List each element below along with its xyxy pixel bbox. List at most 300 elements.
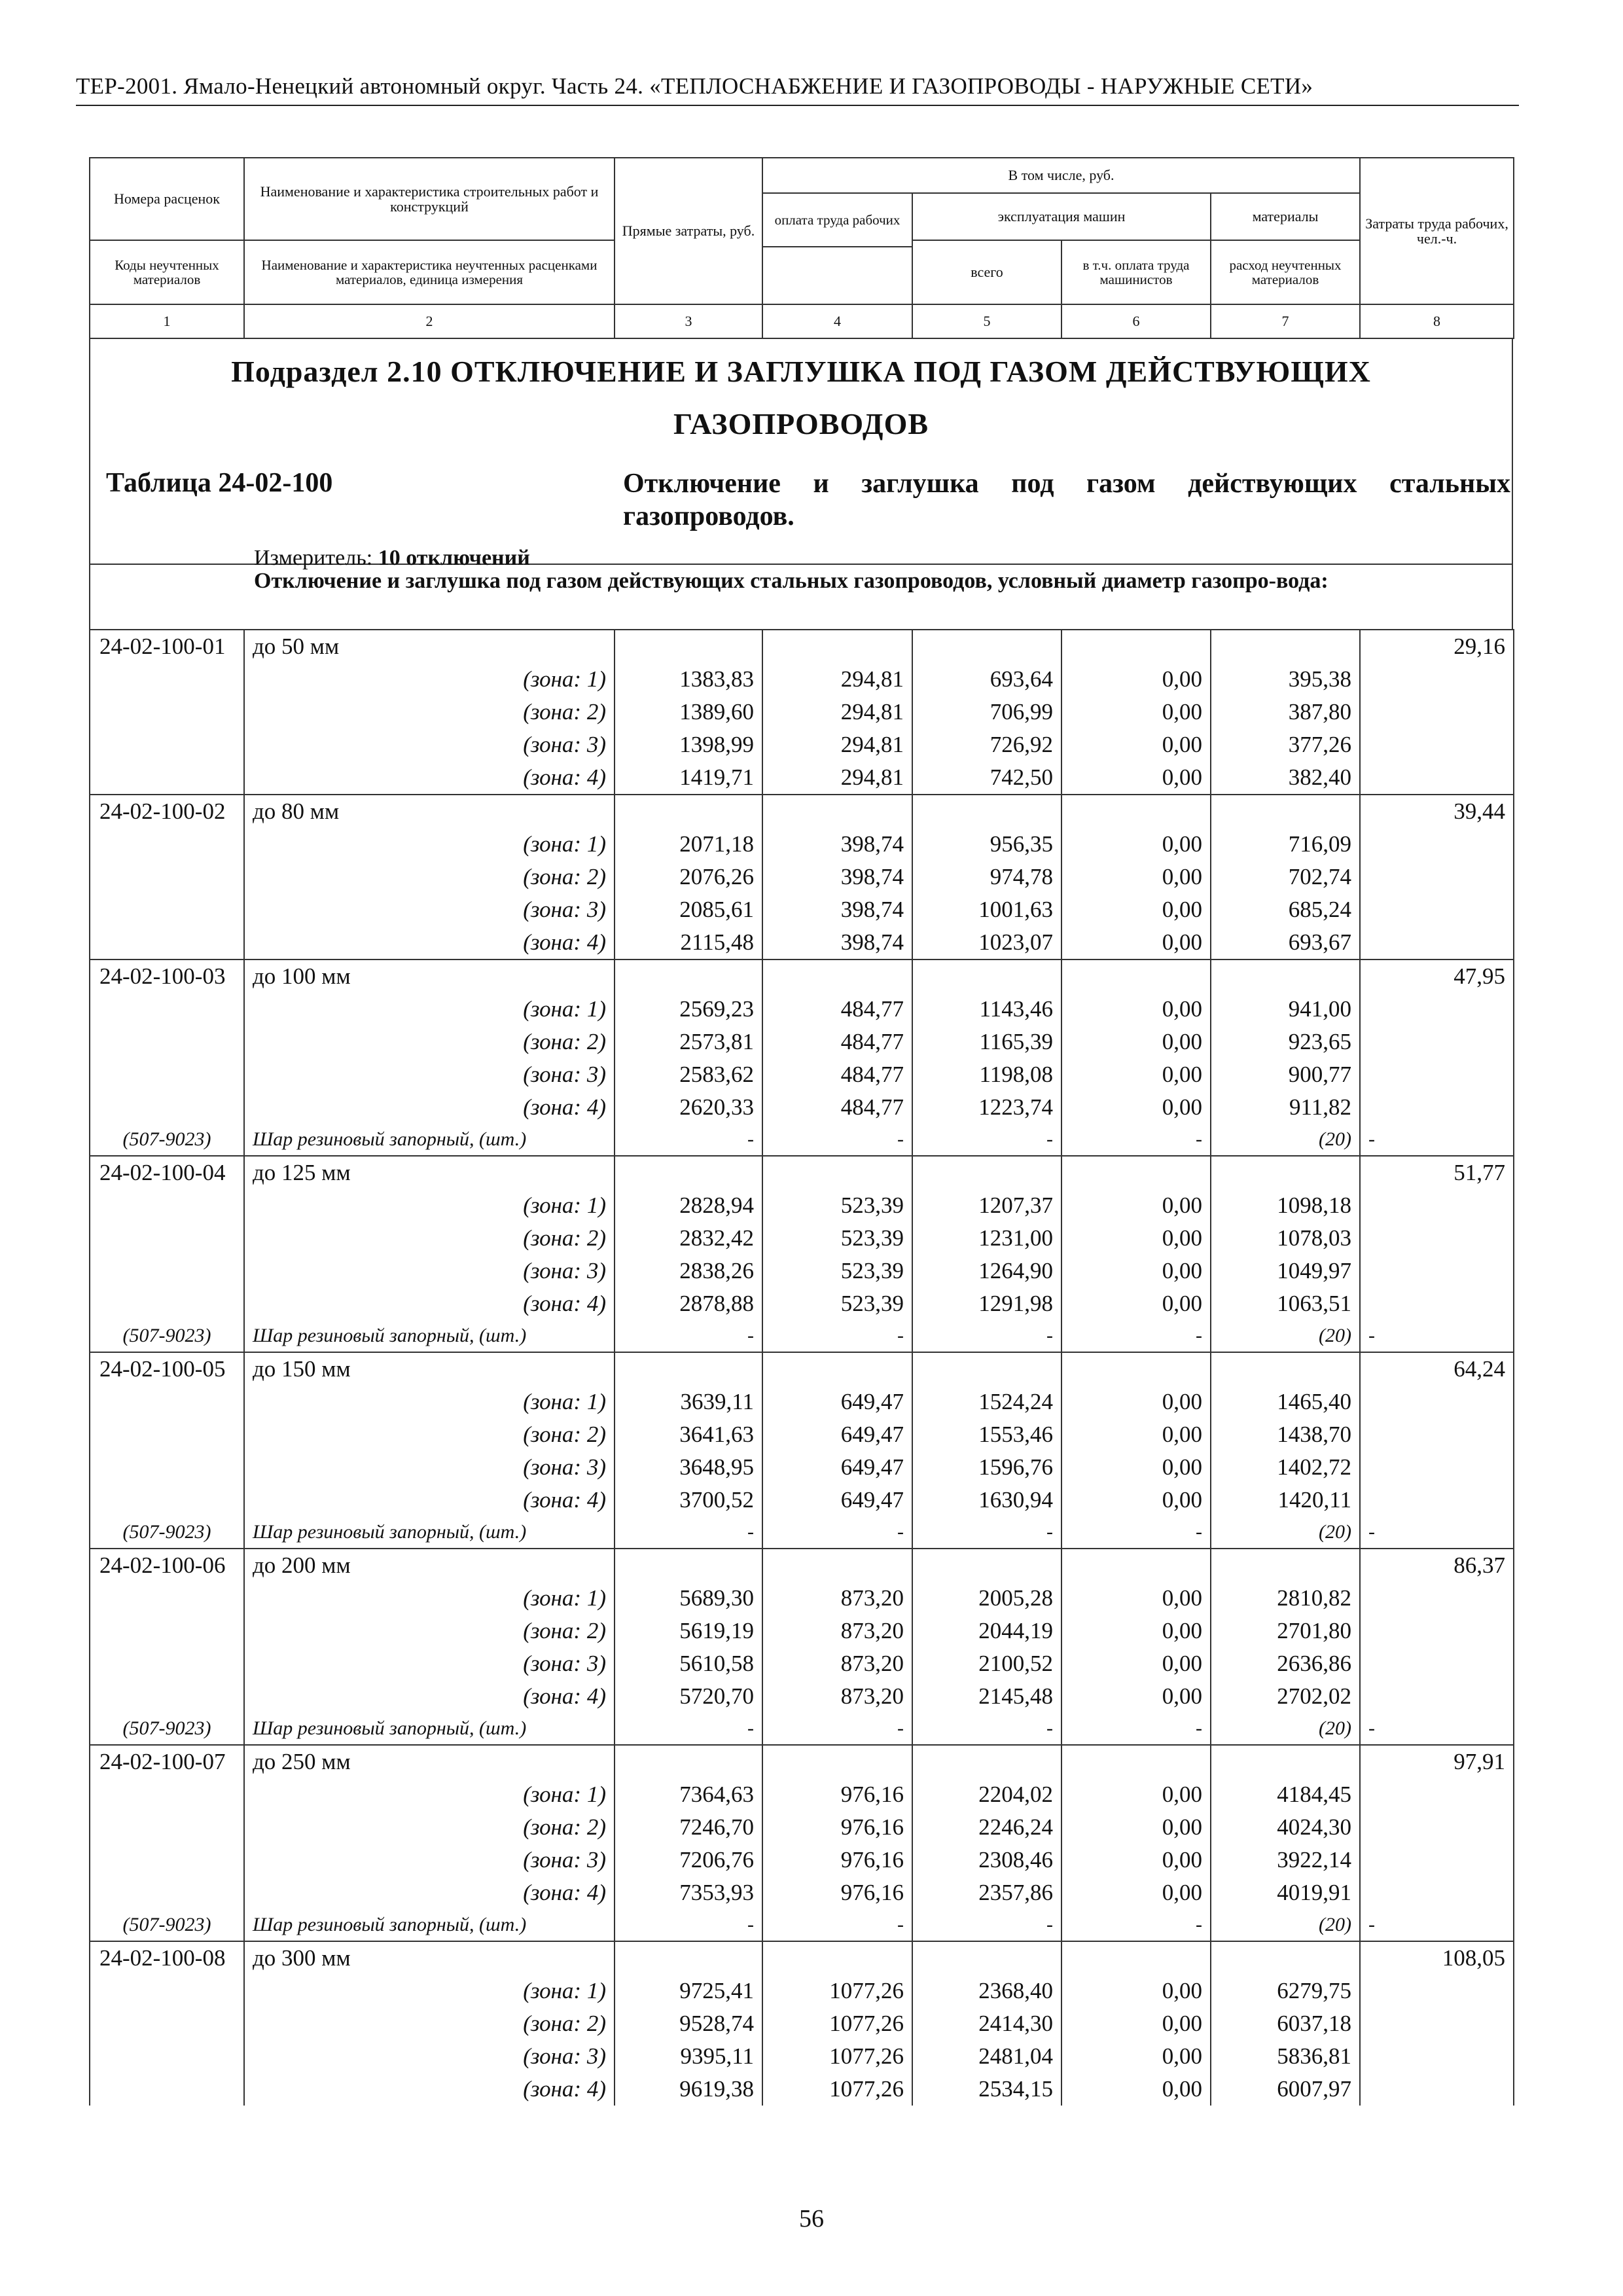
- machine-costs: 1023,07: [912, 926, 1061, 960]
- empty-cell: [1360, 1222, 1514, 1255]
- machine-costs: 2044,19: [912, 1615, 1061, 1647]
- machine-costs: 1001,63: [912, 893, 1061, 926]
- worker-wages: 523,39: [762, 1189, 912, 1222]
- empty-cell: [615, 960, 762, 993]
- rate-name: до 50 мм: [244, 630, 615, 663]
- machine-costs: 1264,90: [912, 1255, 1061, 1287]
- material-code: (507-9023): [90, 1909, 244, 1941]
- rate-code: 24-02-100-04: [90, 1156, 244, 1189]
- machine-costs: 1231,00: [912, 1222, 1061, 1255]
- col-number: 2: [244, 304, 615, 338]
- material-costs: 702,74: [1211, 861, 1360, 893]
- rate-header-row: [90, 630, 1514, 663]
- zone-row: [90, 1876, 1514, 1909]
- dash-cell: -: [762, 1909, 912, 1941]
- empty-cell: [1360, 1647, 1514, 1680]
- zone-row: [90, 1255, 1514, 1287]
- empty-cell: [1211, 630, 1360, 663]
- empty-cell: [1360, 926, 1514, 960]
- dash-cell: -: [762, 1320, 912, 1352]
- material-costs: 1063,51: [1211, 1287, 1360, 1320]
- zone-label: (зона: 3): [244, 2040, 615, 2073]
- material-row: [90, 1909, 1514, 1941]
- direct-costs: 2583,62: [615, 1058, 762, 1091]
- machinist-wages: 0,00: [1061, 1844, 1211, 1876]
- empty-cell: [1211, 1745, 1360, 1778]
- empty-cell: [90, 2073, 244, 2106]
- worker-wages: 484,77: [762, 1026, 912, 1058]
- worker-wages: 873,20: [762, 1615, 912, 1647]
- empty-cell: [912, 1156, 1061, 1189]
- worker-wages: 649,47: [762, 1418, 912, 1451]
- material-costs: 941,00: [1211, 993, 1360, 1026]
- machine-costs: 1223,74: [912, 1091, 1061, 1124]
- empty-cell: [615, 630, 762, 663]
- material-costs: 1049,97: [1211, 1255, 1360, 1287]
- machine-costs: 1596,76: [912, 1451, 1061, 1484]
- machinist-wages: 0,00: [1061, 1647, 1211, 1680]
- zone-label: (зона: 1): [244, 1975, 615, 2007]
- machinist-wages: 0,00: [1061, 1582, 1211, 1615]
- worker-wages: 294,81: [762, 761, 912, 795]
- col2-header-top: Наименование и характеристика строительных работ и конструкций: [244, 158, 615, 240]
- labor-hours: 86,37: [1360, 1549, 1514, 1582]
- rate-name: до 200 мм: [244, 1549, 615, 1582]
- empty-cell: [1360, 1582, 1514, 1615]
- material-row: [90, 1713, 1514, 1745]
- col-number: 4: [762, 304, 912, 338]
- worker-wages: 398,74: [762, 861, 912, 893]
- machine-costs: 706,99: [912, 696, 1061, 728]
- direct-costs: 2828,94: [615, 1189, 762, 1222]
- zone-label: (зона: 1): [244, 993, 615, 1026]
- zone-row: [90, 1975, 1514, 2007]
- empty-cell: [90, 1287, 244, 1320]
- direct-costs: 2076,26: [615, 861, 762, 893]
- direct-costs: 1389,60: [615, 696, 762, 728]
- zone-row: [90, 1451, 1514, 1484]
- machine-costs: 2145,48: [912, 1680, 1061, 1713]
- machinist-wages: 0,00: [1061, 1255, 1211, 1287]
- empty-cell: [1061, 960, 1211, 993]
- zone-row: [90, 1811, 1514, 1844]
- worker-wages: 294,81: [762, 728, 912, 761]
- machinist-wages: 0,00: [1061, 1484, 1211, 1516]
- direct-costs: 2115,48: [615, 926, 762, 960]
- empty-cell: [90, 861, 244, 893]
- empty-cell: [90, 926, 244, 960]
- machine-costs: 2308,46: [912, 1844, 1061, 1876]
- dash-cell: -: [615, 1124, 762, 1156]
- direct-costs: 2832,42: [615, 1222, 762, 1255]
- empty-cell: [912, 1549, 1061, 1582]
- empty-cell: [912, 630, 1061, 663]
- material-costs: 382,40: [1211, 761, 1360, 795]
- dash-cell: -: [912, 1320, 1061, 1352]
- empty-cell: [1360, 761, 1514, 795]
- empty-cell: [90, 1189, 244, 1222]
- direct-costs: 5689,30: [615, 1582, 762, 1615]
- material-costs: 1465,40: [1211, 1386, 1360, 1418]
- zone-label: (зона: 2): [244, 1615, 615, 1647]
- machine-costs: 956,35: [912, 828, 1061, 861]
- rate-header-row: [90, 1941, 1514, 1975]
- dash-cell: -: [1360, 1909, 1514, 1941]
- machine-costs: 1198,08: [912, 1058, 1061, 1091]
- dash-cell: -: [1061, 1909, 1211, 1941]
- direct-costs: 2838,26: [615, 1255, 762, 1287]
- material-costs: 4184,45: [1211, 1778, 1360, 1811]
- machine-costs: 742,50: [912, 761, 1061, 795]
- empty-cell: [1360, 1418, 1514, 1451]
- zone-label: (зона: 2): [244, 696, 615, 728]
- work-description-text: Отключение и заглушка под газом действующих стальных газопроводов, условный диаметр газопро-вода:: [254, 569, 1329, 593]
- machinist-wages: 0,00: [1061, 1189, 1211, 1222]
- worker-wages: 398,74: [762, 926, 912, 960]
- empty-cell: [1360, 1026, 1514, 1058]
- empty-cell: [1360, 2007, 1514, 2040]
- zone-label: (зона: 4): [244, 1484, 615, 1516]
- direct-costs: 1419,71: [615, 761, 762, 795]
- empty-cell: [912, 1352, 1061, 1386]
- empty-cell: [90, 1484, 244, 1516]
- material-costs: 4024,30: [1211, 1811, 1360, 1844]
- direct-costs: 9528,74: [615, 2007, 762, 2040]
- empty-cell: [90, 1222, 244, 1255]
- machinist-wages: 0,00: [1061, 761, 1211, 795]
- empty-cell: [1360, 828, 1514, 861]
- rate-code: 24-02-100-08: [90, 1941, 244, 1975]
- material-costs: 387,80: [1211, 696, 1360, 728]
- direct-costs: 3700,52: [615, 1484, 762, 1516]
- zone-row: [90, 728, 1514, 761]
- zone-label: (зона: 3): [244, 1451, 615, 1484]
- zone-label: (зона: 1): [244, 663, 615, 696]
- zone-label: (зона: 3): [244, 1255, 615, 1287]
- machinist-wages: 0,00: [1061, 1975, 1211, 2007]
- worker-wages: 976,16: [762, 1876, 912, 1909]
- worker-wages: 976,16: [762, 1844, 912, 1876]
- empty-cell: [1360, 1778, 1514, 1811]
- materials-header: материалы: [1211, 193, 1360, 240]
- material-costs: 6007,97: [1211, 2073, 1360, 2106]
- empty-cell: [762, 630, 912, 663]
- empty-cell: [1360, 1876, 1514, 1909]
- zone-row: [90, 663, 1514, 696]
- empty-cell: [615, 1156, 762, 1189]
- rate-name: до 80 мм: [244, 795, 615, 828]
- machinist-wages: 0,00: [1061, 1451, 1211, 1484]
- direct-costs: 1398,99: [615, 728, 762, 761]
- rate-name: до 250 мм: [244, 1745, 615, 1778]
- empty-cell: [1061, 1156, 1211, 1189]
- worker-wages: 484,77: [762, 1058, 912, 1091]
- worker-wages: 873,20: [762, 1647, 912, 1680]
- col1-header-bottom: Коды неучтенных материалов: [90, 240, 244, 304]
- material-costs: 4019,91: [1211, 1876, 1360, 1909]
- machinist-wages: 0,00: [1061, 1026, 1211, 1058]
- price-rows-table: [89, 629, 1514, 2106]
- zone-label: (зона: 1): [244, 828, 615, 861]
- section-title-line1: Подраздел 2.10 ОТКЛЮЧЕНИЕ И ЗАГЛУШКА ПОД ГАЗОМ ДЕЙСТВУЮЩИХ: [231, 355, 1371, 388]
- col7-header: расход неучтенных материалов: [1211, 240, 1360, 304]
- worker-wages: 398,74: [762, 893, 912, 926]
- zone-row: [90, 1484, 1514, 1516]
- empty-cell: [1360, 1091, 1514, 1124]
- machinist-wages: 0,00: [1061, 1876, 1211, 1909]
- machine-costs: 1553,46: [912, 1418, 1061, 1451]
- material-costs: 2810,82: [1211, 1582, 1360, 1615]
- machinist-wages: 0,00: [1061, 1058, 1211, 1091]
- zone-label: (зона: 4): [244, 1287, 615, 1320]
- dash-cell: -: [912, 1124, 1061, 1156]
- empty-cell: [1211, 795, 1360, 828]
- material-costs: 1098,18: [1211, 1189, 1360, 1222]
- column-header-table: [89, 157, 1514, 339]
- rate-header-row: [90, 1549, 1514, 1582]
- empty-cell: [1061, 1352, 1211, 1386]
- machinist-wages: 0,00: [1061, 993, 1211, 1026]
- direct-costs: 5619,19: [615, 1615, 762, 1647]
- material-costs: 3922,14: [1211, 1844, 1360, 1876]
- dash-cell: -: [1061, 1124, 1211, 1156]
- machine-costs: 1165,39: [912, 1026, 1061, 1058]
- empty-cell: [1061, 1745, 1211, 1778]
- empty-cell: [90, 1026, 244, 1058]
- empty-cell: [90, 696, 244, 728]
- zone-row: [90, 993, 1514, 1026]
- dash-cell: -: [912, 1516, 1061, 1549]
- empty-cell: [90, 2007, 244, 2040]
- section-block: [89, 339, 1513, 570]
- empty-cell: [90, 1386, 244, 1418]
- direct-costs: 2085,61: [615, 893, 762, 926]
- empty-cell: [1360, 696, 1514, 728]
- column-number-row: [90, 304, 1514, 338]
- labor-hours: 29,16: [1360, 630, 1514, 663]
- empty-cell: [90, 1876, 244, 1909]
- material-name: Шар резиновый запорный, (шт.): [244, 1909, 615, 1941]
- material-costs: 911,82: [1211, 1091, 1360, 1124]
- material-name: Шар резиновый запорный, (шт.): [244, 1713, 615, 1745]
- rate-header-row: [90, 795, 1514, 828]
- machinist-wages: 0,00: [1061, 828, 1211, 861]
- empty-cell: [762, 795, 912, 828]
- material-code: (507-9023): [90, 1516, 244, 1549]
- zone-row: [90, 2073, 1514, 2106]
- direct-costs: 9725,41: [615, 1975, 762, 2007]
- zone-row: [90, 1844, 1514, 1876]
- empty-cell: [1360, 1255, 1514, 1287]
- labor-hours: 108,05: [1360, 1941, 1514, 1975]
- dash-cell: -: [762, 1713, 912, 1745]
- empty-cell: [1360, 1386, 1514, 1418]
- rate-name: до 125 мм: [244, 1156, 615, 1189]
- zone-label: (зона: 4): [244, 1091, 615, 1124]
- direct-costs: 7246,70: [615, 1811, 762, 1844]
- zone-label: (зона: 4): [244, 761, 615, 795]
- empty-cell: [762, 1156, 912, 1189]
- zone-row: [90, 2040, 1514, 2073]
- material-costs: 923,65: [1211, 1026, 1360, 1058]
- rate-name: до 150 мм: [244, 1352, 615, 1386]
- machinist-wages: 0,00: [1061, 1091, 1211, 1124]
- material-row: [90, 1516, 1514, 1549]
- rate-header-row: [90, 1156, 1514, 1189]
- empty-cell: [90, 1647, 244, 1680]
- direct-costs: 1383,83: [615, 663, 762, 696]
- machinist-wages: 0,00: [1061, 1615, 1211, 1647]
- dash-cell: -: [615, 1516, 762, 1549]
- material-costs: 1078,03: [1211, 1222, 1360, 1255]
- worker-wages: 1077,26: [762, 2073, 912, 2106]
- material-costs: 716,09: [1211, 828, 1360, 861]
- dash-cell: -: [912, 1713, 1061, 1745]
- zone-row: [90, 861, 1514, 893]
- dash-cell: -: [1061, 1516, 1211, 1549]
- empty-cell: [1360, 861, 1514, 893]
- worker-wages: 1077,26: [762, 1975, 912, 2007]
- machine-costs: 2100,52: [912, 1647, 1061, 1680]
- zone-row: [90, 1386, 1514, 1418]
- zone-row: [90, 1287, 1514, 1320]
- empty-cell: [1360, 993, 1514, 1026]
- dash-cell: -: [615, 1320, 762, 1352]
- material-costs: 1402,72: [1211, 1451, 1360, 1484]
- empty-cell: [1360, 663, 1514, 696]
- col6-header: в т.ч. оплата труда машинистов: [1061, 240, 1211, 304]
- direct-costs: 2573,81: [615, 1026, 762, 1058]
- zone-row: [90, 696, 1514, 728]
- empty-cell: [90, 1975, 244, 2007]
- machinist-wages: 0,00: [1061, 1222, 1211, 1255]
- empty-cell: [1360, 1451, 1514, 1484]
- empty-cell: [1360, 728, 1514, 761]
- worker-wages: 1077,26: [762, 2007, 912, 2040]
- zone-label: (зона: 3): [244, 1844, 615, 1876]
- rate-header-row: [90, 1352, 1514, 1386]
- worker-wages: 294,81: [762, 663, 912, 696]
- empty-cell: [912, 1745, 1061, 1778]
- empty-cell: [90, 1844, 244, 1876]
- direct-costs: 2878,88: [615, 1287, 762, 1320]
- zone-label: (зона: 1): [244, 1778, 615, 1811]
- material-code: (507-9023): [90, 1124, 244, 1156]
- empty-cell: [1061, 1941, 1211, 1975]
- worker-wages: 294,81: [762, 696, 912, 728]
- dash-cell: -: [912, 1909, 1061, 1941]
- empty-cell: [90, 1778, 244, 1811]
- material-costs: 1420,11: [1211, 1484, 1360, 1516]
- machine-costs: 1630,94: [912, 1484, 1061, 1516]
- machine-costs: 974,78: [912, 861, 1061, 893]
- zone-label: (зона: 4): [244, 926, 615, 960]
- machinist-wages: 0,00: [1061, 893, 1211, 926]
- machinist-wages: 0,00: [1061, 1386, 1211, 1418]
- machinist-wages: 0,00: [1061, 1680, 1211, 1713]
- empty-cell: [1360, 1058, 1514, 1091]
- machinist-wages: 0,00: [1061, 2073, 1211, 2106]
- direct-costs: 5720,70: [615, 1680, 762, 1713]
- material-costs: 2702,02: [1211, 1680, 1360, 1713]
- empty-cell: [615, 1549, 762, 1582]
- machine-costs: 693,64: [912, 663, 1061, 696]
- worker-wages: 873,20: [762, 1680, 912, 1713]
- machine-costs: 1291,98: [912, 1287, 1061, 1320]
- empty-cell: [762, 960, 912, 993]
- rate-code: 24-02-100-02: [90, 795, 244, 828]
- empty-cell: [90, 1058, 244, 1091]
- worker-wages: 649,47: [762, 1386, 912, 1418]
- machine-costs: 1143,46: [912, 993, 1061, 1026]
- col5-header: всего: [912, 240, 1061, 304]
- machine-costs: 2481,04: [912, 2040, 1061, 2073]
- empty-cell: [1360, 2073, 1514, 2106]
- zone-row: [90, 893, 1514, 926]
- col3-header: Прямые затраты, руб.: [615, 158, 762, 304]
- zone-label: (зона: 1): [244, 1582, 615, 1615]
- machine-costs: 2414,30: [912, 2007, 1061, 2040]
- material-name: Шар резиновый запорный, (шт.): [244, 1516, 615, 1549]
- zone-row: [90, 761, 1514, 795]
- material-code: (507-9023): [90, 1320, 244, 1352]
- zone-row: [90, 2007, 1514, 2040]
- empty-cell: [90, 728, 244, 761]
- rate-header-row: [90, 1745, 1514, 1778]
- zone-label: (зона: 2): [244, 1811, 615, 1844]
- zone-row: [90, 1026, 1514, 1058]
- dash-cell: -: [1360, 1124, 1514, 1156]
- machine-costs: 2368,40: [912, 1975, 1061, 2007]
- direct-costs: 5610,58: [615, 1647, 762, 1680]
- empty-cell: [1211, 1352, 1360, 1386]
- rate-header-row: [90, 960, 1514, 993]
- material-name: Шар резиновый запорный, (шт.): [244, 1124, 615, 1156]
- included-group-header: В том числе, руб.: [762, 158, 1360, 193]
- empty-cell: [1360, 2040, 1514, 2073]
- machinist-wages: 0,00: [1061, 2007, 1211, 2040]
- empty-cell: [1061, 795, 1211, 828]
- empty-cell: [90, 1091, 244, 1124]
- zone-row: [90, 1189, 1514, 1222]
- labor-hours: 64,24: [1360, 1352, 1514, 1386]
- zone-label: (зона: 3): [244, 1647, 615, 1680]
- material-name: Шар резиновый запорный, (шт.): [244, 1320, 615, 1352]
- machinist-wages: 0,00: [1061, 728, 1211, 761]
- col4-header: оплата труда рабочих: [762, 193, 912, 247]
- direct-costs: 3648,95: [615, 1451, 762, 1484]
- material-row: [90, 1124, 1514, 1156]
- col2-header-bottom: Наименование и характеристика неучтенных расценками материалов, единица измерения: [244, 240, 615, 304]
- col-number: 3: [615, 304, 762, 338]
- material-code: (507-9023): [90, 1713, 244, 1745]
- machinist-wages: 0,00: [1061, 696, 1211, 728]
- page-number: 56: [799, 2205, 824, 2233]
- material-costs: 1438,70: [1211, 1418, 1360, 1451]
- worker-wages: 649,47: [762, 1451, 912, 1484]
- header-rule: [76, 105, 1519, 106]
- col4-header-spacer: [762, 247, 912, 304]
- empty-cell: [90, 1811, 244, 1844]
- empty-cell: [90, 1451, 244, 1484]
- machine-costs: 2534,15: [912, 2073, 1061, 2106]
- worker-wages: 398,74: [762, 828, 912, 861]
- worker-wages: 523,39: [762, 1255, 912, 1287]
- labor-hours: 39,44: [1360, 795, 1514, 828]
- direct-costs: 2569,23: [615, 993, 762, 1026]
- direct-costs: 9395,11: [615, 2040, 762, 2073]
- material-qty: (20): [1211, 1909, 1360, 1941]
